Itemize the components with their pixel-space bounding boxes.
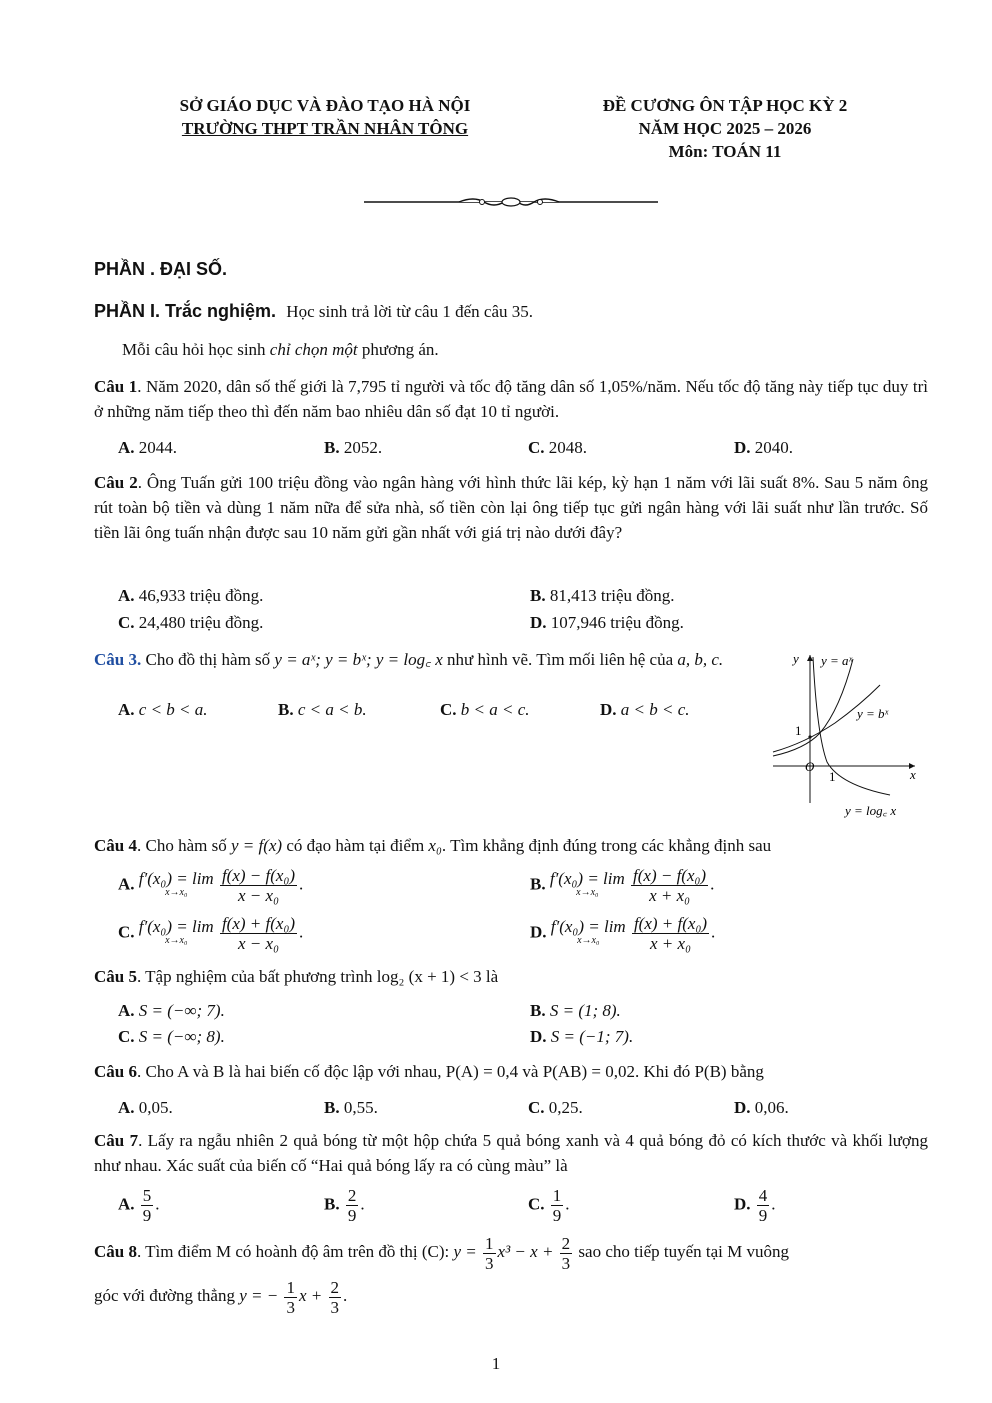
question-6: [94, 1059, 928, 1084]
y-axis-label: y: [793, 651, 799, 666]
line-eq: y = −: [239, 1286, 279, 1305]
option-c[interactable]: C. b < a < c.: [440, 700, 530, 719]
q5-options: [118, 1001, 928, 1053]
question-3: [94, 647, 758, 672]
part1-heading: [94, 301, 934, 322]
option-a[interactable]: A. 46,933 triệu đồng.: [118, 586, 264, 605]
question-label: Câu 8: [94, 1242, 137, 1261]
option-a[interactable]: A. c < b < a.: [118, 700, 208, 719]
question-text: . Lấy ra ngẫu nhiên 2 quả bóng từ một hộp chứa 5 quả bóng xanh và 4 quả bóng đỏ có kích thước và khối lượng như nhau. Xác suất của biến cố “Hai quả bóng lấy ra có cùng màu” là: [94, 1131, 928, 1175]
option-a[interactable]: A. $\frac{5}{9}$ .: [118, 1186, 160, 1225]
question-text: . Tìm điểm M có hoành độ âm trên đồ thị (C):: [136, 1242, 454, 1261]
option-d[interactable]: D. 2040.: [734, 438, 794, 457]
option-d[interactable]: D. $\frac{4}{9}$ .: [734, 1186, 776, 1225]
eq-mid: x³ − x +: [497, 1242, 554, 1261]
option-b[interactable]: B. 0,55.: [324, 1098, 378, 1117]
question-label: Câu 7: [94, 1131, 139, 1150]
q7-options: [118, 1186, 928, 1230]
question-8-line2: góc với đường thẳng y = − $\frac{1}{3}$ x + $\frac{2}{3}$ .: [94, 1277, 348, 1317]
question-text: Cho đồ thị hàm số: [141, 650, 275, 669]
origin-label: O: [805, 759, 815, 774]
x-axis-label: x: [910, 767, 916, 782]
label-a-exp: y = aˣ: [821, 653, 853, 668]
note-text-end: phương án.: [357, 340, 439, 359]
school-header: [120, 94, 530, 140]
functions: y = aˣ; y = bˣ; y = log꜀ x: [274, 650, 443, 669]
option-c[interactable]: C. S = (−∞; 8).: [118, 1027, 225, 1046]
note-text: Mỗi câu hỏi học sinh: [122, 340, 270, 359]
question-text-2: như hình vẽ. Tìm mối liên hệ của: [442, 650, 678, 669]
tick-y-1: 1: [795, 723, 802, 738]
option-d[interactable]: D. a < b < c.: [600, 700, 690, 719]
option-c[interactable]: C. 0,25.: [528, 1098, 583, 1117]
option-b[interactable]: B. $\frac{2}{9}$ .: [324, 1186, 365, 1225]
function: y = f(x): [230, 836, 283, 855]
question-text-2: sao cho tiếp tuyến tại M vuông: [574, 1242, 789, 1261]
option-a[interactable]: A. f′(x₀) = lim x→x₀ $\frac{\text{f(x) − f(x₀)}}{\text{x − x₀}}$ .: [118, 866, 304, 905]
option-a[interactable]: A. 0,05.: [118, 1098, 173, 1117]
eq-part: y =: [453, 1242, 477, 1261]
option-d[interactable]: D. S = (−1; 7).: [530, 1027, 634, 1046]
question-label: Câu 2: [94, 473, 138, 492]
question-label: Câu 5: [94, 967, 137, 986]
q2-options: [118, 586, 928, 638]
question-text-2: có đạo hàm tại điểm: [282, 836, 429, 855]
label-log: y = log꜀ x: [845, 803, 897, 818]
school-name: TRƯỜNG THPT TRẦN NHÂN TÔNG: [181, 119, 469, 138]
option-d[interactable]: D. f′(x₀) = lim x→x₀ $\frac{\text{f(x) + f(x₀)}}{\text{x + x₀}}$ .: [530, 914, 716, 953]
option-a[interactable]: A. 2044.: [118, 438, 178, 457]
page-number: 1: [491, 1354, 501, 1373]
option-c[interactable]: C. $\frac{1}{9}$ .: [528, 1186, 570, 1225]
ornament-divider: [364, 192, 658, 212]
question-text: . Tập nghiệm của bất phương trình log₂ (x + 1) < 3 là: [136, 967, 499, 986]
question-label: Câu 4: [94, 836, 137, 855]
question-4: [94, 833, 928, 858]
question-label: Câu 6: [94, 1062, 137, 1081]
option-b[interactable]: B. 81,413 triệu đồng.: [530, 586, 675, 605]
question-text: . Năm 2020, dân số thế giới là 7,795 tỉ người và tốc độ tăng dân số 1,05%/năm. Nếu tốc độ tăng này tiếp tục duy trì ở những năm tiếp theo thì đến năm bao nhiêu dân số đạt 10 tỉ người.: [94, 377, 928, 421]
y-axis-arrow: [807, 655, 813, 661]
q6-options: [118, 1098, 928, 1120]
option-d[interactable]: D. 107,946 triệu đồng.: [530, 613, 684, 632]
part1-note: [122, 340, 439, 360]
option-c[interactable]: C. f′(x₀) = lim x→x₀ $\frac{\text{f(x) + f(x₀)}}{\text{x − x₀}}$ .: [118, 914, 304, 953]
q4-options: [118, 866, 928, 962]
option-b[interactable]: B. f′(x₀) = lim x→x₀ $\frac{\text{f(x) − f(x₀)}}{\text{x + x₀}}$ .: [530, 866, 715, 905]
school-year: NĂM HỌC 2025 – 2026: [638, 119, 812, 138]
question-2: [94, 470, 928, 545]
question-7: [94, 1128, 928, 1178]
question-1: [94, 374, 928, 424]
question-text: . Ông Tuấn gửi 100 triệu đồng vào ngân hàng với hình thức lãi kép, kỳ hạn 1 năm với lãi suất 8%. Sau 5 năm ông rút toàn bộ tiền và dùng 1 năm nữa để sửa nhà, số tiền còn lại ông tiếp tục gửi ngân hàng với lãi suất như lần trước. Số tiền lãi ông tuấn nhận được sau 10 năm gửi gần nhất với giá trị nào dưới đây?: [94, 473, 928, 542]
exam-header: [540, 94, 910, 163]
function-graph: [765, 645, 925, 825]
doc-title: ĐỀ CƯƠNG ÔN TẬP HỌC KỲ 2: [602, 96, 848, 115]
part1-desc: Học sinh trả lời từ câu 1 đến câu 35.: [286, 302, 533, 321]
question-8: Câu 8. Tìm điểm M có hoành độ âm trên đồ thị (C): y = $\frac{1}{3}$ x³ − x + $\frac{2}{3}$ sao cho tiếp tuyến tại M vuông: [94, 1233, 789, 1273]
question-label: Câu 3.: [94, 650, 142, 669]
curve-a-exp: [773, 659, 853, 756]
part1-title: PHẦN I. Trắc nghiệm.: [94, 301, 277, 321]
option-a[interactable]: A. S = (−∞; 7).: [118, 1001, 225, 1020]
question-text-3: góc với đường thẳng: [94, 1286, 240, 1305]
q3-options: [118, 700, 758, 722]
subject: Môn: TOÁN 11: [668, 142, 782, 161]
variables: a, b, c.: [677, 650, 724, 669]
curve-log: [813, 657, 890, 795]
label-b-exp: y = bˣ: [857, 706, 889, 721]
x0: x₀: [428, 836, 442, 855]
intercept-point: [808, 735, 811, 738]
q1-options: [118, 438, 928, 460]
option-b[interactable]: B. c < a < b.: [278, 700, 367, 719]
question-text: . Cho hàm số: [136, 836, 231, 855]
line-eq-mid: x +: [298, 1286, 323, 1305]
tick-x-1: 1: [829, 769, 836, 784]
department-name: SỞ GIÁO DỤC VÀ ĐÀO TẠO HÀ NỘI: [179, 96, 471, 115]
question-5: [94, 964, 928, 989]
option-c[interactable]: C. 24,480 triệu đồng.: [118, 613, 264, 632]
section-title: PHẦN . ĐẠI SỐ.: [94, 259, 228, 279]
option-d[interactable]: D. 0,06.: [734, 1098, 789, 1117]
option-b[interactable]: B. S = (1; 8).: [530, 1001, 621, 1020]
question-text-3: . Tìm khẳng định đúng trong các khẳng định sau: [441, 836, 772, 855]
note-emphasis: chỉ chọn một: [269, 340, 358, 359]
option-c[interactable]: C. 2048.: [528, 438, 588, 457]
option-b[interactable]: B. 2052.: [324, 438, 383, 457]
question-text: . Cho A và B là hai biến cố độc lập với nhau, P(A) = 0,4 và P(AB) = 0,02. Khi đó P(B) bằng: [136, 1062, 764, 1081]
question-label: Câu 1: [94, 377, 138, 396]
